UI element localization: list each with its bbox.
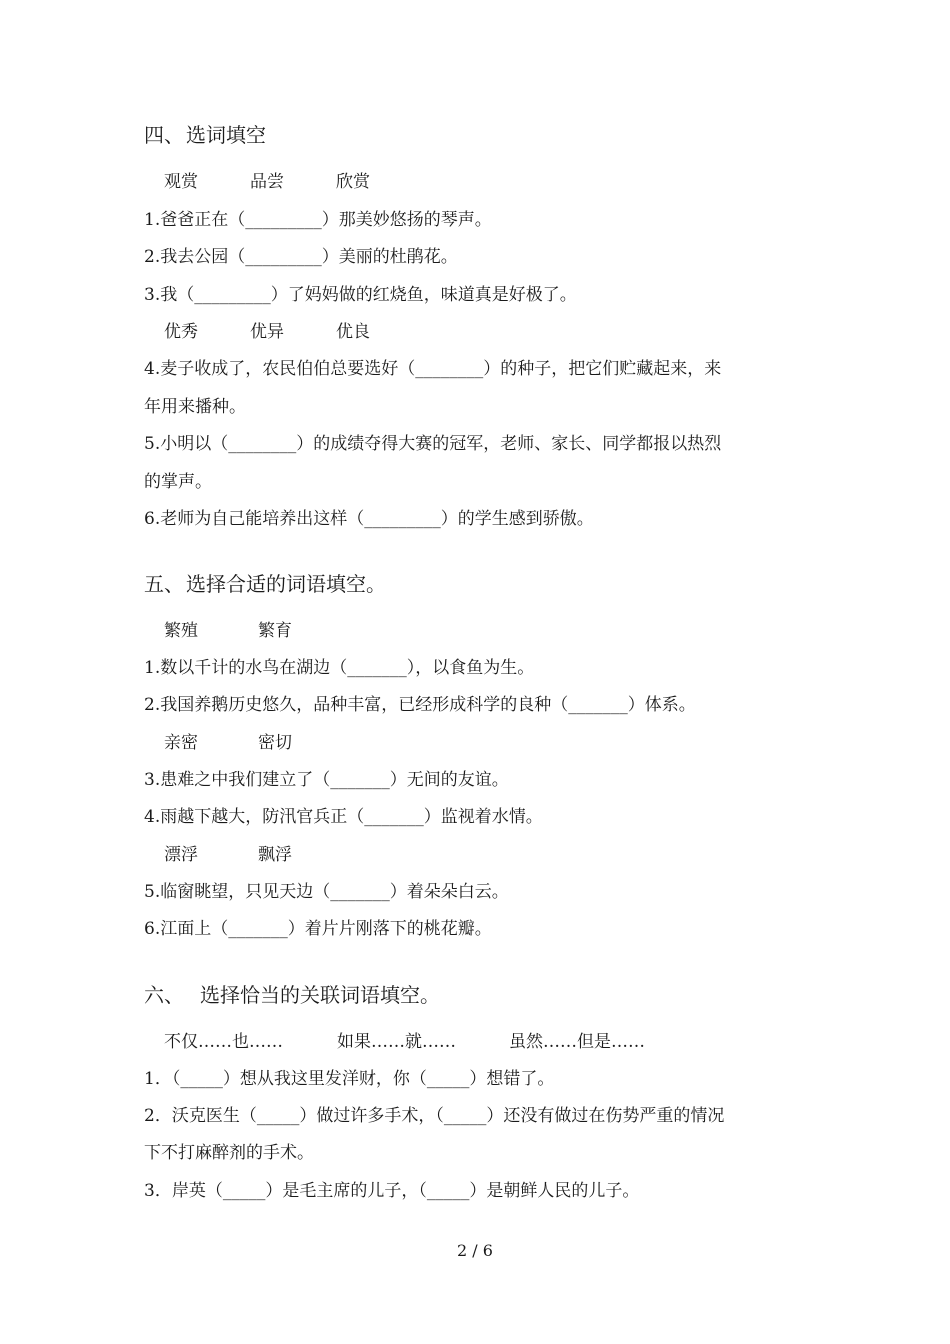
section-5-word-bank-1	[164, 619, 292, 643]
word-option: 优良	[336, 322, 370, 342]
word-option: 亲密	[164, 733, 198, 753]
question-4-3: 3.我（_________）了妈妈做的红烧鱼，味道真是好极了。	[144, 285, 577, 305]
word-option: 不仅……也……	[164, 1032, 283, 1052]
word-option: 品尝	[250, 172, 284, 192]
question-4-4: 4.麦子收成了，农民伯伯总要选好（________）的种子，把它们贮藏起来，来	[144, 359, 722, 379]
word-option: 繁殖	[164, 621, 198, 641]
word-option: 繁育	[258, 621, 292, 641]
page-number: 2 / 6	[457, 1241, 493, 1260]
section-5-title: 选择合适的词语填空。	[186, 572, 386, 596]
question-5-3: 3.患难之中我们建立了（_______）无间的友谊。	[144, 770, 509, 790]
section-5-heading	[144, 570, 386, 598]
word-option: 密切	[258, 733, 292, 753]
word-option: 观赏	[164, 172, 198, 192]
question-5-2: 2.我国养鹅历史悠久，品种丰富，已经形成科学的良种（_______）体系。	[144, 695, 696, 715]
question-4-4-continued: 年用来播种。	[144, 397, 246, 417]
section-4-word-bank-2	[164, 320, 370, 344]
section-4-word-bank-1	[164, 170, 370, 194]
question-4-5: 5.小明以（________）的成绩夺得大赛的冠军，老师、家长、同学都报以热烈	[144, 434, 722, 454]
question-4-2: 2.我去公园（_________）美丽的杜鹃花。	[144, 247, 458, 267]
section-5-number: 五、	[144, 572, 184, 596]
word-option: 虽然……但是……	[509, 1032, 645, 1052]
section-6-title: 选择恰当的关联词语填空。	[200, 983, 440, 1007]
question-4-1: 1.爸爸正在（_________）那美妙悠扬的琴声。	[144, 210, 492, 230]
question-6-3: 3．岸英（_____）是毛主席的儿子，（_____）是朝鲜人民的儿子。	[144, 1181, 640, 1201]
word-option: 漂浮	[164, 845, 198, 865]
section-6-number: 六、	[144, 983, 184, 1007]
question-5-6: 6.江面上（_______）着片片刚落下的桃花瓣。	[144, 919, 492, 939]
section-4-number: 四、	[144, 123, 184, 147]
section-4-title: 选词填空	[186, 123, 266, 147]
question-6-2: 2．沃克医生（_____）做过许多手术，（_____）还没有做过在伤势严重的情况	[144, 1106, 725, 1126]
section-5-word-bank-2	[164, 731, 292, 755]
word-option: 优异	[250, 322, 284, 342]
question-5-5: 5.临窗眺望，只见天边（_______）着朵朵白云。	[144, 882, 509, 902]
section-6-heading	[144, 981, 440, 1009]
section-6-word-bank	[164, 1030, 645, 1054]
section-4-heading	[144, 121, 266, 149]
question-6-1: 1．（_____）想从我这里发洋财，你（_____）想错了。	[144, 1069, 555, 1089]
word-option: 飘浮	[258, 845, 292, 865]
word-option: 优秀	[164, 322, 198, 342]
question-4-5-continued: 的掌声。	[144, 472, 212, 492]
question-4-6: 6.老师为自己能培养出这样（_________）的学生感到骄傲。	[144, 509, 594, 529]
question-6-2-continued: 下不打麻醉剂的手术。	[144, 1143, 314, 1163]
word-option: 如果……就……	[337, 1032, 456, 1052]
question-5-4: 4.雨越下越大，防汛官兵正（_______）监视着水情。	[144, 807, 543, 827]
section-5-word-bank-3	[164, 843, 292, 867]
word-option: 欣赏	[336, 172, 370, 192]
question-5-1: 1.数以千计的水鸟在湖边（_______），以食鱼为生。	[144, 658, 535, 678]
